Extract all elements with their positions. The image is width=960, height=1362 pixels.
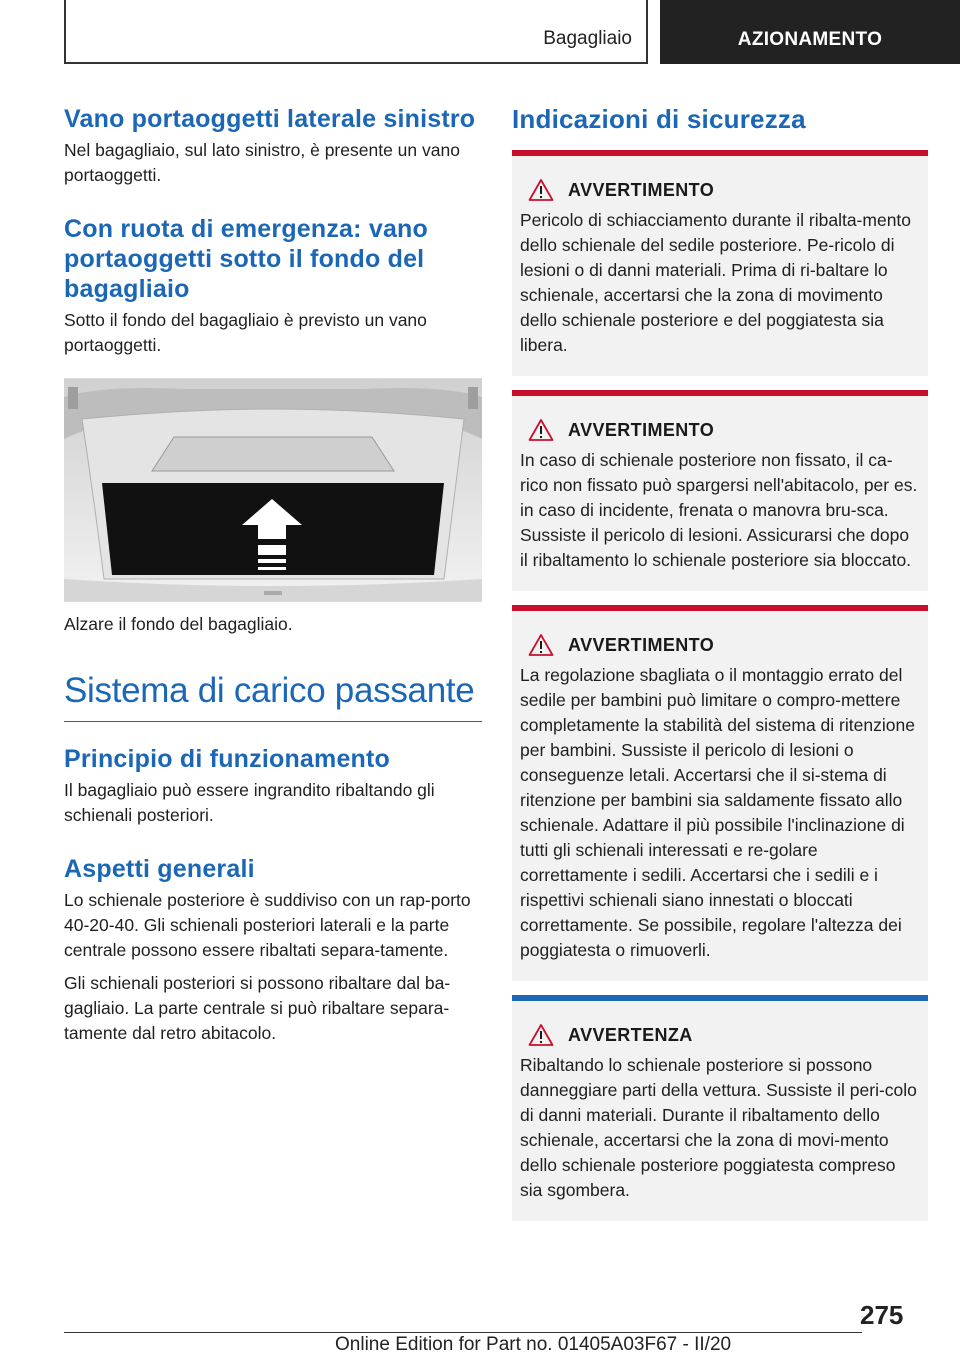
heading-loading-system: Sistema di carico passante: [64, 671, 482, 722]
note-text: Ribaltando lo schienale posteriore si possono danneggiare parti della vettura. Sussiste il peri-colo di danni materiali. Durante il ribaltamento dello schienale, accertarsi che la zona di movi-mento dello schienale posteriore poggiatesta compreso sia sgombera.: [520, 1055, 917, 1200]
heading-principle: Principio di funzionamento: [64, 745, 391, 773]
warning-triangle-icon: [528, 178, 554, 202]
heading-storage-left: Vano portaoggetti laterale sinistro: [64, 105, 476, 133]
header-section-label: AZIONAMENTO: [737, 29, 883, 50]
warning-box-crush: [512, 150, 928, 376]
page-number: 275: [860, 1300, 904, 1330]
warning-title: AVVERTIMENTO: [568, 179, 715, 200]
warning-title: AVVERTIMENTO: [568, 419, 715, 440]
warning-text: In caso di schienale posteriore non fissato, il ca-rico non fissato può spargersi nell'abitacolo, per es. in caso di incidente, frenata o manovra bru-sca. Sussiste il pericolo di lesioni. Assicurarsi che dopo il ribaltamento lo schienale posteriore sia bloccato.: [520, 450, 918, 570]
figure-caption: Alzare il fondo del bagagliaio.: [64, 614, 293, 634]
warning-triangle-icon: [528, 418, 554, 442]
footer-divider: [64, 1332, 862, 1333]
text-storage-left: Nel bagagliaio, sul lato sinistro, è presente un vano portaoggetti.: [64, 140, 460, 185]
warning-text: Pericolo di schiacciamento durante il ribalta-mento dello schienale del sedile posteriore. Pe-ricolo di lesioni o di danni materiali. Prima di ri-baltare lo schienale, accertarsi che la zona di movimento dello schienale posteriore e del poggiatesta sia libera.: [520, 210, 912, 355]
heading-general: Aspetti generali: [64, 855, 255, 883]
warning-box-child-seat: [512, 605, 928, 981]
left-column: [64, 104, 482, 1062]
note-box-damage: [512, 995, 928, 1221]
warning-triangle-icon: [528, 633, 554, 657]
trunk-floor-image: [64, 379, 482, 601]
header-subsection-box: [64, 0, 648, 64]
warning-title: AVVERTIMENTO: [568, 634, 715, 655]
text-emergency-storage: Sotto il fondo del bagagliaio è previsto un vano portaoggetti.: [64, 310, 427, 355]
heading-safety: Indicazioni di sicurezza: [512, 104, 806, 134]
notice-triangle-icon: [528, 1023, 554, 1047]
text-general-2: Gli schienali posteriori si possono ribaltare dal ba-gagliaio. La parte centrale si può ribaltare separa-tamente dal retro abitacolo.: [64, 973, 451, 1043]
footer-edition: Online Edition for Part no. 01405A03F67 - II/20: [335, 1334, 732, 1355]
heading-emergency-storage: Con ruota di emergenza: vano portaoggetti sotto il fondo del bagagliaio: [64, 215, 428, 303]
trunk-floor-illustration: [64, 378, 482, 602]
warning-box-unsecured: [512, 390, 928, 591]
note-title: AVVERTENZA: [568, 1024, 693, 1045]
right-column: [512, 104, 928, 1235]
text-general-1: Lo schienale posteriore è suddiviso con un rap-porto 40-20-40. Gli schienali posteriori laterali e la parte centrale possono essere ribaltati separa-tamente.: [64, 890, 471, 960]
header-section-tab: [660, 0, 960, 64]
text-principle: Il bagagliaio può essere ingrandito ribaltando gli schienali posteriori.: [64, 780, 435, 825]
header-subsection: Bagagliaio: [543, 28, 632, 49]
warning-text: La regolazione sbagliata o il montaggio errato del sedile per bambini può limitare o compro-mettere completamente la stabilità del sistema di ritenzione per bambini. Sussiste il pericolo di lesioni o conseguenze letali. Accertarsi che il si-stema di ritenzione per bambini sia saldamente fissato allo schienale. Adattare il più possibile l'inclinazione di tutti gli schienali interessati e re-golare correttamente i sedili. Accertarsi che i sedili e i rispettivi schienali siano innestati o bloccati correttamente. Se possibile, regolare l'altezza dei poggiatesta o rimuoverli.: [520, 665, 915, 960]
